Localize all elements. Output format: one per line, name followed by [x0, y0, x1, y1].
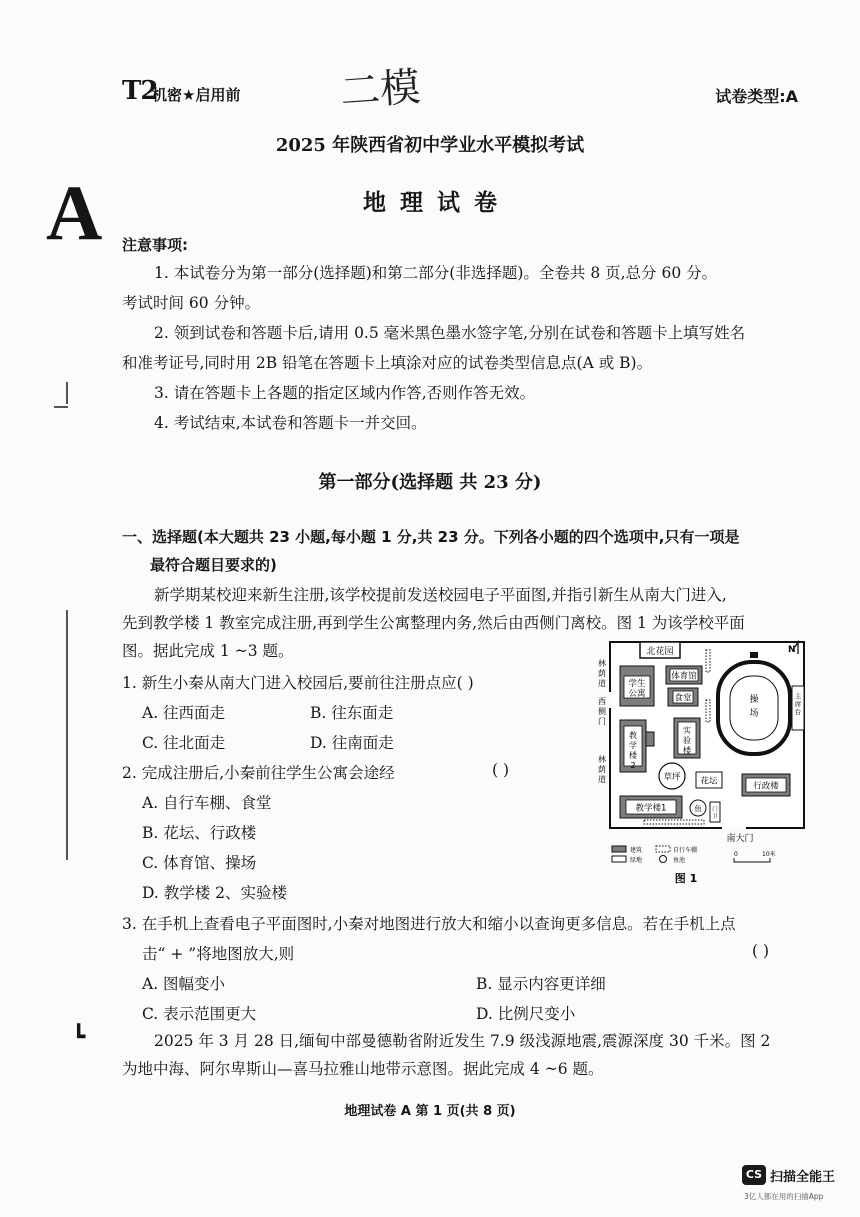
- note-4: 4. 考试结束,本试卷和答题卡一并交回。: [154, 414, 427, 432]
- road-north-label: 林荫道: [598, 659, 606, 688]
- note-1: 1. 本试卷分为第一部分(选择题)和第二部分(非选择题)。全卷共 8 页,总分 60 分。: [154, 264, 718, 282]
- lawn-label: 草坪: [663, 772, 681, 783]
- teaching-building-2-label: 教学楼 2: [629, 731, 637, 770]
- legend-building-swatch: [612, 846, 626, 852]
- intro-line-2: 先到教学楼 1 教室完成注册,再到学生公寓整理内务,然后由西侧门离校。图 1 为该学校平面: [122, 614, 745, 632]
- figure-caption: 图 1: [674, 872, 698, 885]
- scanner-logo-icon: CS: [742, 1165, 766, 1185]
- legend-pond-swatch: [660, 856, 667, 863]
- north-label: N: [788, 645, 796, 655]
- question-2-answer-paren: ( ): [492, 761, 510, 779]
- passage-2-line-1: 2025 年 3 月 28 日,缅甸中部曼德勒省附近发生 7.9 级浅源地震,震源深度 30 千米。图 2: [154, 1032, 771, 1050]
- q1-option-d[interactable]: D. 往南面走: [310, 734, 394, 752]
- q3-option-a[interactable]: A. 图幅变小: [142, 975, 226, 993]
- part1-title: 第一部分(选择题 共 23 分): [318, 472, 542, 493]
- side-paper-type-mark: A: [46, 169, 103, 256]
- legend-pond-label: 鱼池: [673, 857, 686, 864]
- question-1-stem: 1. 新生小秦从南大门进入校园后,要前往注册点应( ): [122, 674, 474, 692]
- page-footer: 地理试卷 A 第 1 页(共 8 页): [344, 1104, 516, 1119]
- section-heading-cont: 最符合题目要求的): [150, 556, 277, 574]
- q2-option-d[interactable]: D. 教学楼 2、实验楼: [142, 884, 288, 902]
- q1-option-c[interactable]: C. 往北面走: [142, 734, 226, 752]
- south-gate-label: 南大门: [726, 834, 754, 844]
- scale-bar-label: 10米: [762, 851, 776, 858]
- north-garden-label: 北花园: [646, 647, 674, 657]
- fish-pond-label: 鱼: [694, 804, 702, 813]
- q1-option-a[interactable]: A. 往西面走: [142, 704, 226, 722]
- passage-2-line-2: 为地中海、阿尔卑斯山—喜马拉雅山地带示意图。据此完成 4 ~6 题。: [122, 1060, 604, 1078]
- note-2: 2. 领到试卷和答题卡后,请用 0.5 毫米黑色墨水签字笔,分别在试卷和答题卡上填写姓名: [154, 324, 746, 342]
- paper-code: T2: [122, 76, 158, 106]
- q3-option-b[interactable]: B. 显示内容更详细: [476, 975, 606, 993]
- teaching-building-1-label: 教学楼1: [635, 803, 667, 814]
- dorm-label: 学生公寓: [628, 679, 646, 699]
- scale-bar: [734, 858, 770, 862]
- margin-line: [66, 382, 68, 404]
- lab-label: 实验楼: [683, 726, 691, 755]
- question-3-stem-cont: 击“ + ”将地图放大,则: [142, 945, 295, 963]
- secret-mark: 机密★启用前: [152, 86, 241, 104]
- legend-bike-label: 自行车棚: [673, 847, 698, 854]
- section-heading: 一、选择题(本大题共 23 小题,每小题 1 分,共 23 分。下列各小题的四个选项中,只有一项是: [122, 528, 740, 546]
- playground-field: [730, 676, 778, 740]
- podium-label: 主席台: [794, 692, 802, 716]
- q2-option-a[interactable]: A. 自行车棚、食堂: [142, 794, 272, 812]
- svg-text:0: 0: [734, 851, 738, 858]
- scanner-tagline: 3亿人都在用的扫描App: [744, 1192, 824, 1201]
- gym-label: 体育馆: [671, 671, 697, 682]
- school-map-figure: [594, 636, 812, 886]
- q1-option-b[interactable]: B. 往东面走: [310, 704, 394, 722]
- q2-option-c[interactable]: C. 体育馆、操场: [142, 854, 257, 872]
- guard-label: 门卫: [712, 807, 718, 820]
- question-3-answer-paren: ( ): [752, 942, 770, 960]
- paper-type: 试卷类型:A: [715, 87, 798, 106]
- q2-option-b[interactable]: B. 花坛、行政楼: [142, 824, 257, 842]
- flower-bed-label: 花坛: [700, 776, 718, 787]
- road-south-label: 林荫道: [598, 755, 606, 784]
- legend-green-swatch: [612, 856, 626, 862]
- intro-line-1: 新学期某校迎来新生注册,该学校提前发送校园电子平面图,并指引新生从南大门进入,: [154, 586, 727, 604]
- exam-title: 2025 年陕西省初中学业水平模拟考试: [275, 135, 585, 156]
- subject-title: 地理试卷: [363, 189, 511, 216]
- note-1-cont: 考试时间 60 分钟。: [122, 294, 261, 312]
- handwritten-note: 二模: [338, 64, 422, 116]
- flag-icon: [750, 652, 758, 658]
- legend-bike-swatch: [656, 846, 670, 852]
- margin-line: [66, 610, 68, 860]
- q3-option-d[interactable]: D. 比例尺变小: [476, 1005, 576, 1023]
- intro-line-3: 图。据此完成 1 ~3 题。: [122, 642, 294, 660]
- legend-green-label: 绿地: [630, 857, 643, 864]
- notes-heading: 注意事项:: [122, 236, 188, 254]
- question-2-stem: 2. 完成注册后,小秦前往学生公寓会途经: [122, 764, 395, 782]
- canteen-label: 食堂: [674, 693, 692, 704]
- scanner-app-name: 扫描全能王: [770, 1170, 836, 1185]
- q3-option-c[interactable]: C. 表示范围更大: [142, 1005, 257, 1023]
- playground-label: 操场: [749, 695, 759, 719]
- admin-label: 行政楼: [753, 781, 779, 792]
- margin-tick: [54, 406, 68, 408]
- legend-building-label: 建筑: [630, 847, 643, 854]
- west-gate-label: 西侧门: [598, 697, 606, 726]
- note-3: 3. 请在答题卡上各题的指定区域内作答,否则作答无效。: [154, 384, 536, 402]
- note-2-cont: 和准考证号,同时用 2B 铅笔在答题卡上填涂对应的试卷类型信息点(A 或 B)。: [122, 354, 653, 372]
- question-3-stem: 3. 在手机上查看电子平面图时,小秦对地图进行放大和缩小以查询更多信息。若在手机上点: [122, 915, 736, 933]
- margin-corner-mark: ┗: [72, 1024, 86, 1050]
